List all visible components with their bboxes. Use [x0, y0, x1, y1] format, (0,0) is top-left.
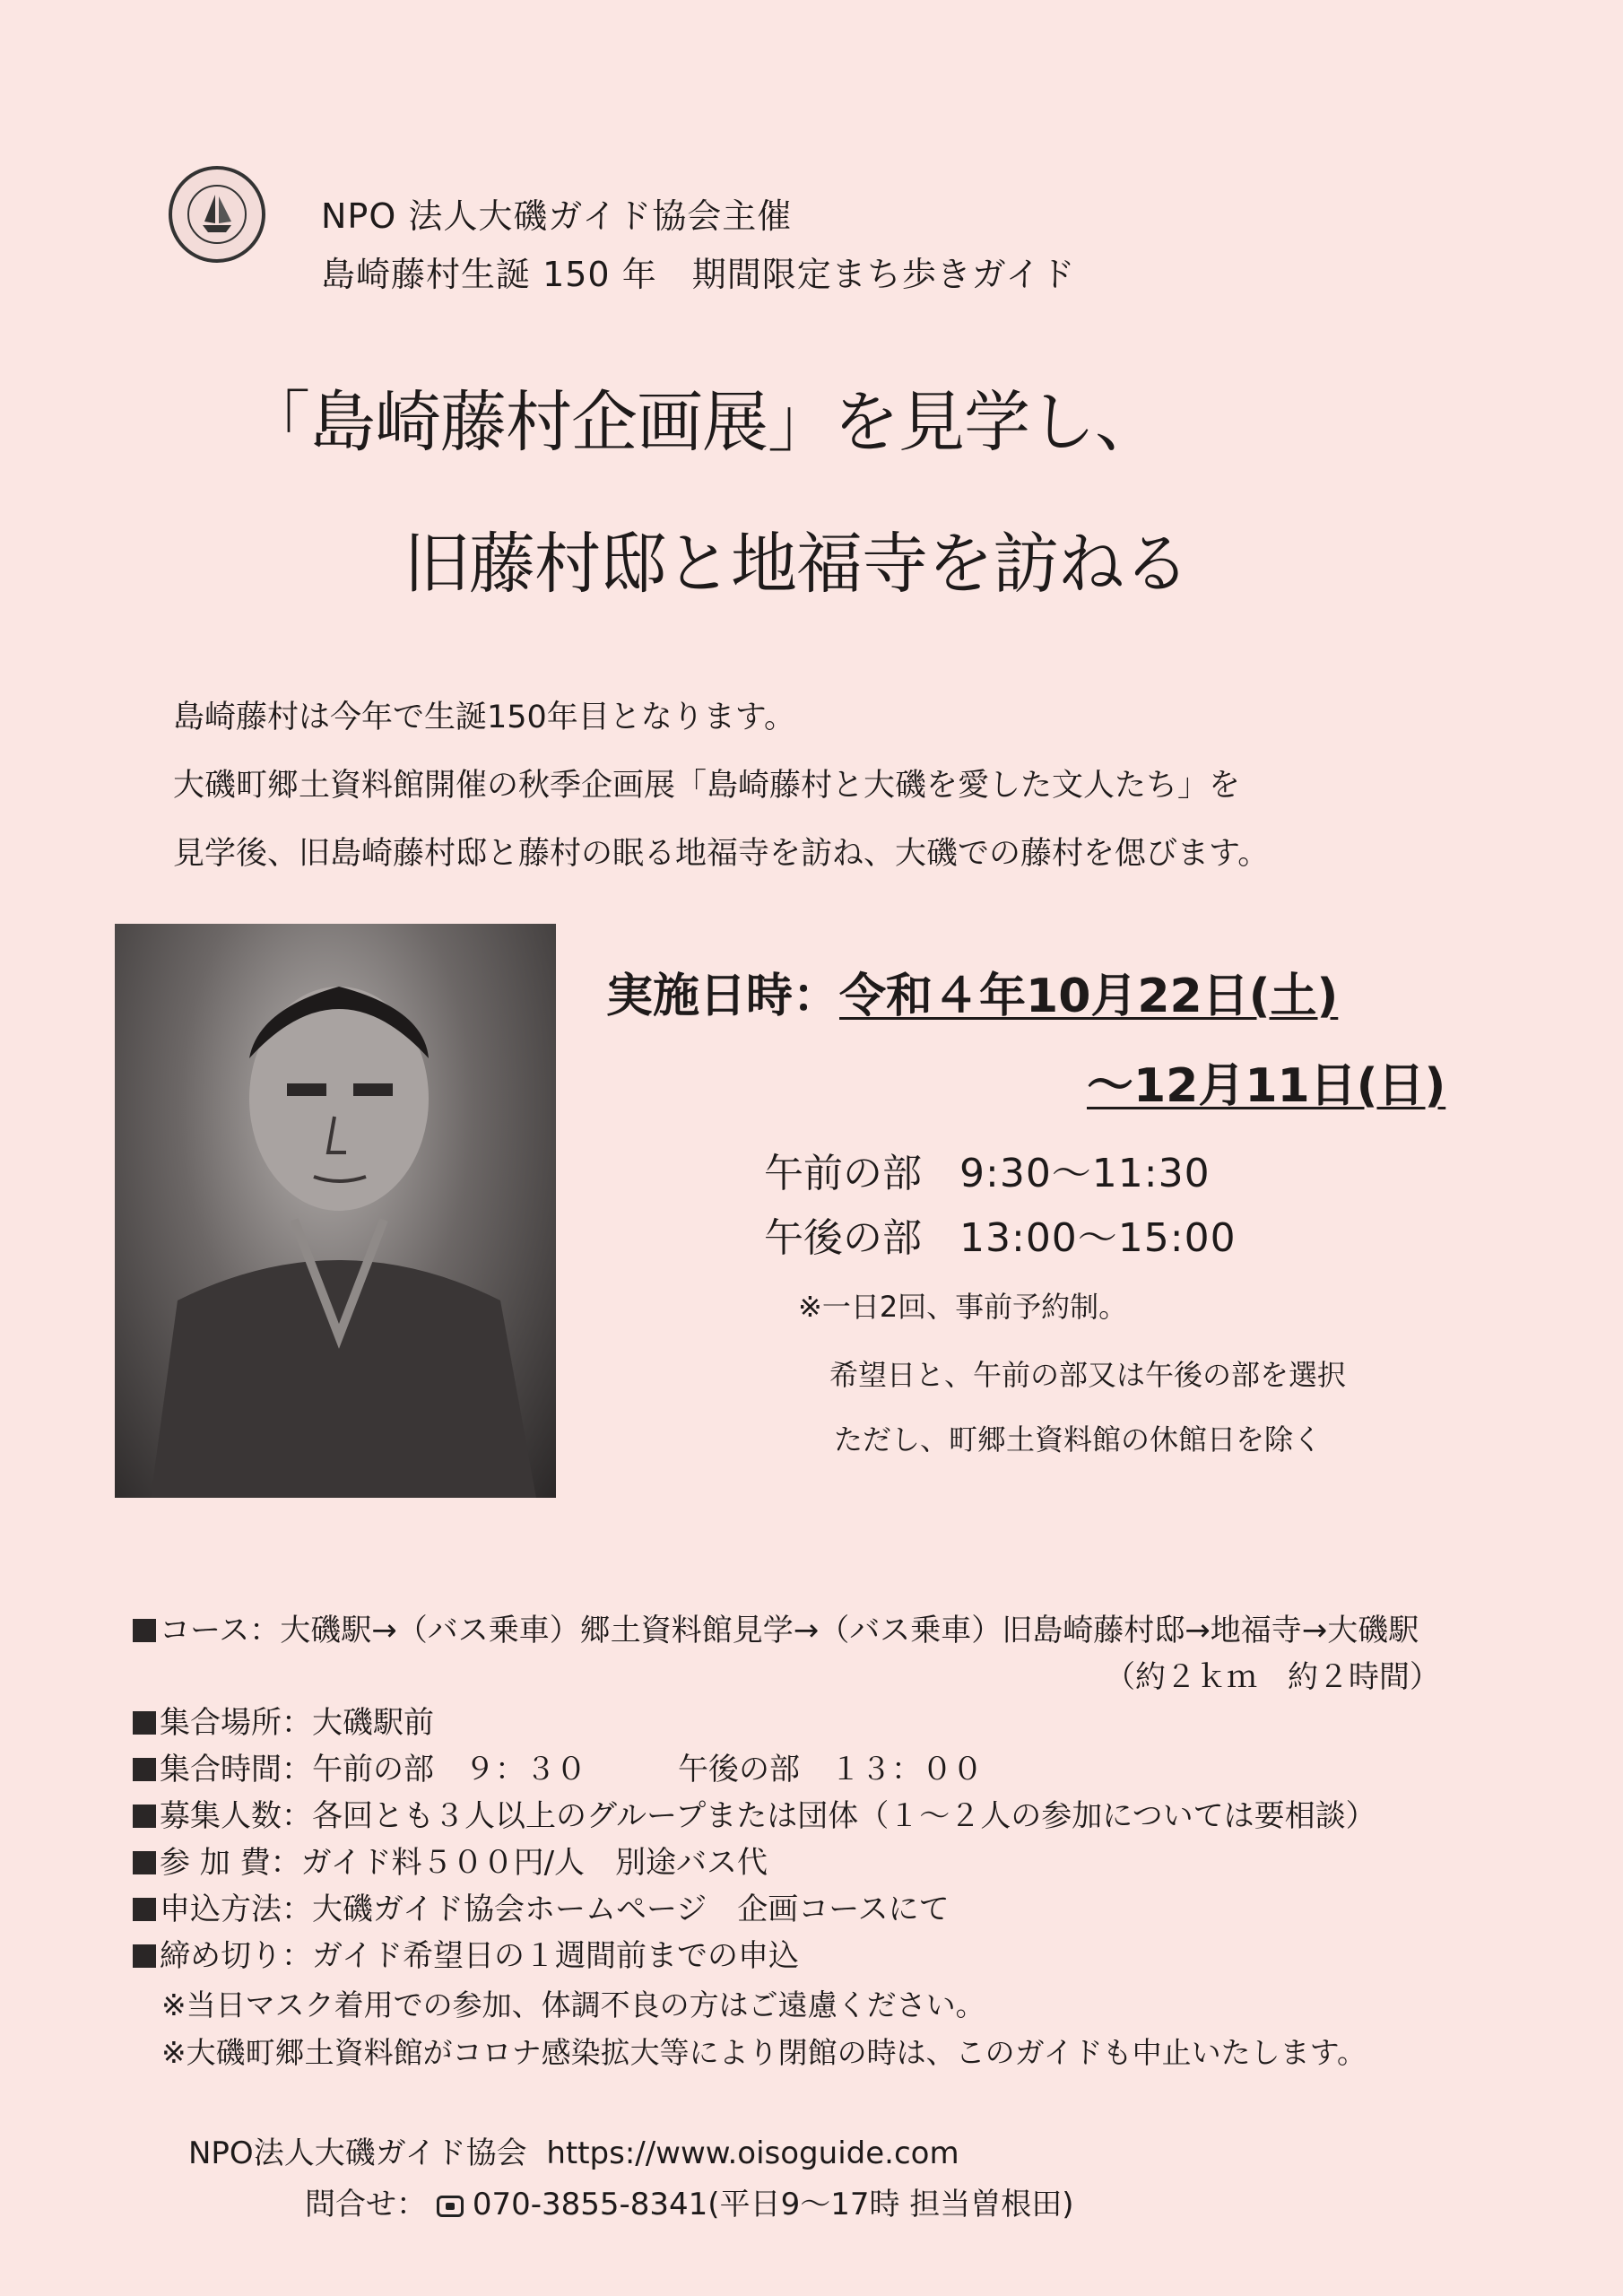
detail-course	[133, 1605, 1419, 1649]
subtitle-line: 島崎藤村生誕 150 年 期間限定まち歩きガイド	[321, 255, 1076, 294]
detail-text: 申込方法：大磯ガイド協会ホームページ 企画コースにて	[160, 1892, 950, 1927]
bullet-square-icon	[133, 1758, 156, 1781]
detail-meeting-time	[133, 1744, 983, 1788]
schedule-label: 実施日時：	[606, 970, 840, 1023]
intro-line: 見学後、旧島崎藤村邸と藤村の眠る地福寺を訪ね、大磯での藤村を偲びます。	[173, 836, 1270, 872]
bullet-square-icon	[133, 1944, 156, 1968]
session-morning	[764, 1141, 1211, 1198]
title-line-2: 旧藤村邸と地福寺を訪ねる	[404, 526, 1189, 603]
schedule-start-date: 令和４年10月22日(土)	[839, 970, 1339, 1023]
session-name: 午前の部	[764, 1151, 922, 1196]
portrait-photo	[115, 924, 556, 1498]
course-note: （約２ｋｍ 約２時間）	[1105, 1659, 1440, 1695]
footer-org: NPO法人大磯ガイド協会	[188, 2135, 527, 2171]
caution-note: ※大磯町郷土資料館がコロナ感染拡大等により閉館の時は、このガイドも中止いたします。	[161, 2035, 1367, 2070]
bullet-square-icon	[133, 1711, 156, 1735]
bullet-square-icon	[133, 1851, 156, 1874]
bullet-square-icon	[133, 1619, 156, 1642]
detail-capacity	[133, 1791, 1376, 1835]
bullet-square-icon	[133, 1898, 156, 1921]
session-time: 9:30～11:30	[959, 1151, 1211, 1196]
footer-url[interactable]: https://www.oisoguide.com	[546, 2135, 959, 2171]
schedule-end-date: ～12月11日(日)	[1087, 1059, 1446, 1113]
organizer-line: NPO 法人大磯ガイド協会主催	[321, 196, 793, 236]
detail-text: 集合時間：午前の部 ９：３０ 午後の部 １３：００	[160, 1752, 983, 1787]
contact-phone: 070-3855-8341(平日9～17時 担当曽根田)	[472, 2187, 1074, 2222]
intro-line: 大磯町郷土資料館開催の秋季企画展「島崎藤村と大磯を愛した文人たち」を	[173, 768, 1241, 804]
session-afternoon	[764, 1205, 1237, 1263]
bullet-square-icon	[133, 1805, 156, 1828]
schedule-start	[606, 958, 1338, 1025]
ship-icon	[172, 170, 262, 259]
schedule-note: 希望日と、午前の部又は午後の部を選択	[829, 1358, 1347, 1392]
caution-note: ※当日マスク着用での参加、体調不良の方はご遠慮ください。	[161, 1987, 985, 2022]
detail-application	[133, 1884, 950, 1928]
detail-meeting-place	[133, 1698, 434, 1742]
detail-fee	[133, 1838, 768, 1882]
detail-deadline	[133, 1931, 799, 1975]
title-line-1: 「島崎藤村企画展」を見学し、	[244, 384, 1160, 461]
session-time: 13:00～15:00	[959, 1215, 1237, 1261]
contact-label: 問合せ：	[305, 2187, 427, 2222]
detail-text: 締め切り：ガイド希望日の１週間前までの申込	[160, 1938, 799, 1974]
intro-line: 島崎藤村は今年で生誕150年目となります。	[173, 700, 796, 735]
schedule-note: ※一日2回、事前予約制。	[798, 1290, 1128, 1324]
detail-text: コース：大磯駅→（バス乗車）郷土資料館見学→（バス乗車）旧島崎藤村邸→地福寺→大磯駅	[160, 1613, 1419, 1648]
association-logo	[169, 166, 265, 263]
schedule-note: ただし、町郷土資料館の休館日を除く	[834, 1422, 1323, 1457]
phone-icon	[437, 2196, 464, 2217]
detail-text: 集合場所：大磯駅前	[160, 1705, 434, 1741]
session-name: 午後の部	[764, 1215, 922, 1261]
detail-text: 参 加 費：ガイド料５００円/人 別途バス代	[160, 1845, 768, 1881]
footer-org-line	[188, 2128, 959, 2172]
detail-text: 募集人数：各回とも３人以上のグループまたは団体（１～２人の参加については要相談）	[160, 1798, 1376, 1834]
schedule-end-wrap	[1087, 1048, 1445, 1115]
footer-contact-line	[305, 2179, 1074, 2223]
